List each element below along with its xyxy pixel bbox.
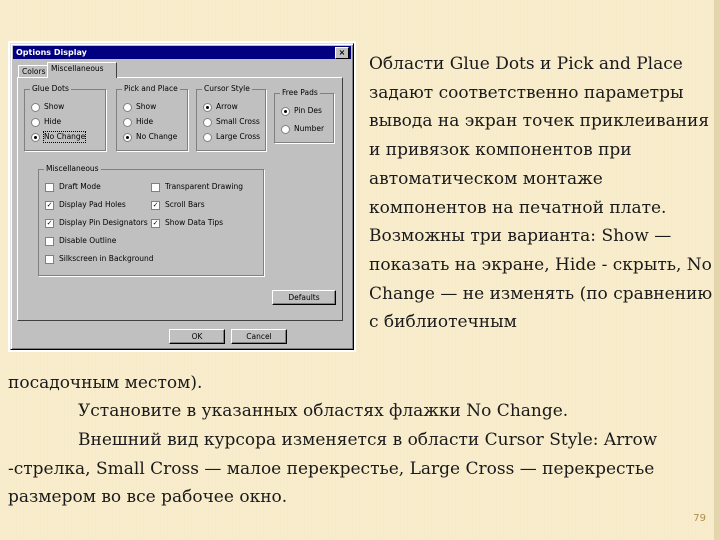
checkbox-label: Show Data Tips [165, 218, 224, 227]
radio-label: Hide [136, 117, 154, 126]
radio-circle [123, 118, 132, 127]
radio-circle-selected [203, 103, 212, 112]
ok-button[interactable]: OK [169, 329, 225, 344]
radio-free-pads-pin-des[interactable] [281, 106, 322, 116]
radio-label: Large Cross [216, 132, 261, 141]
checkbox-transparent-drawing[interactable] [151, 182, 243, 192]
close-button[interactable]: × [335, 47, 349, 59]
radio-glue-show[interactable] [31, 102, 64, 112]
group-title-cursor-style: Cursor Style [204, 84, 250, 93]
dialog-titlebar [13, 46, 351, 59]
radio-glue-hide[interactable] [31, 117, 61, 127]
checkbox-box [45, 237, 54, 246]
group-title-free-pads: Free Pads [282, 88, 318, 97]
checkbox-label: Scroll Bars [165, 200, 205, 209]
checkbox-display-pin-designators[interactable] [45, 218, 148, 228]
checkbox-label: Disable Outline [59, 236, 117, 245]
checkbox-show-data-tips[interactable] [151, 218, 223, 228]
group-pick-and-place [116, 84, 188, 151]
radio-label: Show [44, 102, 65, 111]
radio-label: Arrow [216, 102, 238, 111]
paragraph-glue-dots-right: Области Glue Dots и Pick and Place задают соответственно параметры вывода на экран точек приклеивания и привязок компонентов при автоматическом монтаже компонентов на печатной плате. Возможны три варианта: Show — показать на экране, Hide - скрыть, No Change — не изменять (по сравнению с библиотечным [369, 54, 713, 333]
checkbox-draft-mode[interactable] [45, 182, 101, 192]
paragraph-glue-dots-tail: посадочным местом). [8, 373, 203, 393]
radio-label: No Change [44, 132, 86, 141]
defaults-button[interactable]: Defaults [272, 290, 336, 305]
radio-circle [123, 103, 132, 112]
checkbox-box [45, 255, 54, 264]
radio-cursor-arrow[interactable] [203, 102, 238, 112]
checkbox-scroll-bars[interactable] [151, 200, 205, 210]
radio-circle [31, 118, 40, 127]
checkbox-box [151, 183, 160, 192]
radio-circle [203, 133, 212, 142]
cancel-button[interactable]: Cancel [231, 329, 287, 344]
radio-label: Hide [44, 117, 62, 126]
radio-circle-selected [281, 107, 290, 116]
checkbox-silkscreen-background[interactable] [45, 254, 154, 264]
dialog-title: Options Display [16, 48, 87, 57]
radio-cursor-large-cross[interactable] [203, 132, 260, 142]
checkbox-box-checked: ✓ [152, 200, 159, 209]
radio-label: Small Cross [216, 117, 260, 126]
radio-circle-selected [31, 133, 40, 142]
checkbox-box-checked: ✓ [152, 218, 159, 227]
radio-label: No Change [136, 132, 178, 141]
page-number: 79 [693, 513, 706, 524]
paragraph-cursor-style: Внешний вид курсора изменяется в области Cursor Style: Arrow -стрелка, Small Cross — малое перекрестье, Large Cross — перекрестье размером во все рабочее окно. [8, 430, 658, 508]
group-cursor-style [196, 84, 266, 151]
checkbox-box [45, 183, 54, 192]
radio-pick-show[interactable] [123, 102, 156, 112]
tab-miscellaneous[interactable]: Miscellaneous [47, 62, 117, 78]
radio-label: Show [136, 102, 157, 111]
radio-circle-selected [123, 133, 132, 142]
checkbox-box-checked: ✓ [46, 218, 53, 227]
checkbox-display-pad-holes[interactable] [45, 200, 126, 210]
group-free-pads [274, 88, 334, 143]
radio-pick-no-change[interactable] [123, 132, 177, 142]
group-glue-dots [24, 84, 106, 151]
checkbox-box-checked: ✓ [46, 200, 53, 209]
options-display-dialog [10, 43, 354, 350]
radio-pick-hide[interactable] [123, 117, 153, 127]
checkbox-label: Display Pad Holes [59, 200, 126, 209]
tab-panel-miscellaneous [17, 77, 343, 321]
radio-glue-no-change[interactable] [31, 132, 85, 142]
group-title-pick-and-place: Pick and Place [124, 84, 178, 93]
group-title-glue-dots: Glue Dots [32, 84, 69, 93]
paragraph-no-change-instruction: Установите в указанных областях флажки No Change. [78, 401, 569, 421]
checkbox-label: Transparent Drawing [165, 182, 243, 191]
checkbox-label: Silkscreen in Background [59, 254, 154, 263]
group-miscellaneous [38, 164, 264, 276]
tab-colors[interactable]: Colors [18, 65, 54, 78]
checkbox-disable-outline[interactable] [45, 236, 116, 246]
radio-free-pads-number[interactable] [281, 124, 324, 134]
radio-circle [31, 103, 40, 112]
radio-label: Pin Des [294, 106, 322, 115]
checkbox-label: Display Pin Designators [59, 218, 148, 227]
radio-label: Number [294, 124, 325, 133]
group-title-miscellaneous: Miscellaneous [46, 164, 99, 173]
radio-circle [203, 118, 212, 127]
radio-circle [281, 125, 290, 134]
checkbox-label: Draft Mode [59, 182, 101, 191]
radio-cursor-small-cross[interactable] [203, 117, 260, 127]
